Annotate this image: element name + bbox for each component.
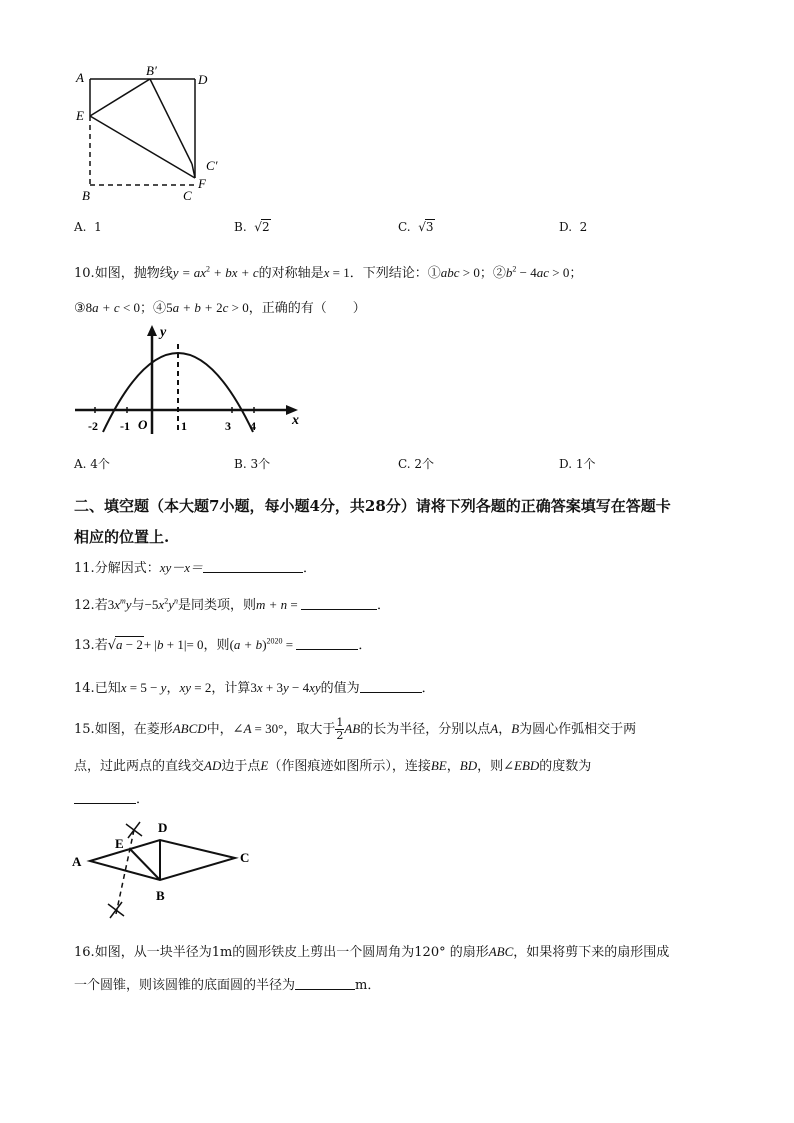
- q14-expr1: x = 5 − y: [120, 680, 167, 695]
- q10-tick-label: 4: [250, 419, 256, 433]
- q10-parabola-figure: [70, 320, 310, 440]
- q15-label-A: A: [72, 854, 82, 869]
- q15-line3: [74, 788, 149, 807]
- q16-number: 16.: [74, 945, 95, 960]
- q15-text: （作图痕迹如图所示），连接: [268, 759, 431, 774]
- q15-rhombus: ABCD: [172, 721, 207, 736]
- q10-text: ；④: [140, 301, 167, 316]
- q14-text: ，: [166, 681, 180, 696]
- q10-label-x: x: [292, 413, 299, 428]
- q11: [74, 557, 316, 576]
- q9-line-EBp: [90, 79, 150, 116]
- q15-point-b: B: [511, 721, 520, 736]
- q9-option-c-label: C.: [398, 220, 411, 234]
- q15-point-e: E: [260, 758, 269, 773]
- q10-number: 10.: [74, 266, 95, 281]
- q11-answer-blank[interactable]: [203, 560, 303, 573]
- q15-end: ．: [136, 792, 150, 807]
- q9-line-EF: [90, 116, 195, 178]
- q13-end: ．: [358, 638, 372, 653]
- q9-label-Bp: B′: [146, 63, 157, 78]
- q13-sqrt-expr: a − 2: [116, 637, 143, 652]
- q15-fraction: $\frac{1}{2}$: [336, 716, 344, 742]
- q16-line1: [74, 941, 669, 960]
- q10-tick-label: -1: [120, 419, 130, 433]
- q13-number: 13.: [74, 638, 95, 653]
- q9-option-a-label: A.: [74, 220, 87, 234]
- q9-option-c-value: 3: [425, 220, 434, 234]
- q16-sector: ABC: [488, 944, 514, 959]
- q15-number: 15.: [74, 722, 95, 737]
- q12-end: ．: [377, 598, 391, 613]
- q12: [74, 594, 390, 613]
- q12-text: 若: [94, 598, 108, 613]
- q11-end: ．: [303, 561, 317, 576]
- q16-text: 如图，从一块半径为1m的圆形铁皮上剪出一个圆周角为120° 的扇形: [94, 945, 489, 960]
- q10-cond1: abc > 0: [440, 265, 480, 280]
- q12-number: 12.: [74, 598, 95, 613]
- q15-text: ，: [498, 722, 512, 737]
- q9-line-BpCp: [150, 79, 192, 164]
- sqrt-sign: √: [107, 638, 116, 653]
- q10-text: 如图，抛物线: [94, 266, 173, 281]
- q9-label-C: C: [183, 188, 192, 203]
- q15-text: 中，: [206, 722, 233, 737]
- q13-power-expr: $(a + b)^{2020}$ =: [229, 636, 294, 652]
- q15-text: 如图，在菱形: [94, 722, 173, 737]
- section2-heading-line2: 相应的位置上.: [74, 528, 170, 546]
- q15-rhombus-figure: [70, 818, 270, 930]
- q15-angle-ebd: ∠EBD: [503, 758, 540, 773]
- q9-label-E: E: [76, 108, 84, 123]
- q15-line2: [74, 755, 591, 774]
- q15-segment-ab: AB: [344, 721, 361, 736]
- q14-answer-blank[interactable]: [360, 680, 422, 693]
- q15-text: ，取大于: [283, 722, 336, 737]
- q14-text: 已知: [94, 681, 121, 696]
- q9-option-a[interactable]: [74, 220, 102, 234]
- q10-option-c[interactable]: C. 2个: [398, 457, 435, 471]
- q15-answer-blank[interactable]: [74, 791, 136, 804]
- q9-label-B: B: [82, 188, 90, 203]
- q10-cond2: $b^2 - 4ac > 0$: [505, 264, 570, 280]
- q10-text: ③: [74, 301, 86, 316]
- q10-label-origin: O: [138, 417, 148, 432]
- q10-cond4: 5a + b + 2c > 0: [166, 300, 249, 315]
- q9-option-d-value: 2: [579, 220, 588, 234]
- q15-text: 为圆心作弧相交于两: [519, 722, 637, 737]
- q9-figure: [70, 60, 230, 210]
- q10-text: ；②: [479, 266, 506, 281]
- q9-label-D: D: [198, 72, 208, 87]
- q9-label-F: F: [198, 176, 206, 191]
- q9-option-a-value: 1: [94, 220, 102, 234]
- q11-expression: xy－x＝: [159, 560, 204, 575]
- q14-expr3: 3x + 3y − 4xy: [250, 680, 321, 695]
- q9-option-b-label: B.: [234, 220, 247, 234]
- q14: [74, 677, 435, 696]
- q10-text: 的对称轴是: [258, 266, 324, 281]
- q10-line2: [74, 297, 366, 316]
- q10-line1: [74, 262, 582, 281]
- q12-text: 与: [131, 598, 145, 613]
- sqrt-sign: √: [418, 220, 426, 234]
- q13-text: ，则: [203, 638, 230, 653]
- q12-text: 是同类项，则: [177, 598, 256, 613]
- q10-text: ．下列结论：①: [349, 266, 441, 281]
- q15-text: 的长为半径，分别以点: [360, 722, 491, 737]
- sqrt-sign: √: [254, 220, 262, 234]
- q9-label-A: A: [76, 70, 84, 85]
- q10-tick-label: 3: [225, 419, 231, 433]
- q15-text: 边于点: [221, 759, 261, 774]
- q16-line2: [74, 974, 380, 993]
- q15-text: 点，过此两点的直线交: [74, 759, 205, 774]
- q9-option-b[interactable]: [234, 219, 271, 234]
- q10-option-b[interactable]: B. 3个: [234, 457, 271, 471]
- q14-text: 的值为: [320, 681, 360, 696]
- q16-text: ，如果将剪下来的扇形围成: [513, 945, 670, 960]
- q16-text: 一个圆锥，则该圆锥的底面圆的半径为: [74, 978, 296, 993]
- q10-equation: $y = ax^2$ + bx + c: [172, 264, 259, 280]
- q15-arc-mark-bottom: [108, 902, 124, 918]
- q16-end: m．: [355, 978, 381, 993]
- q15-label-D: D: [158, 820, 168, 835]
- q15-side-ad: AD: [204, 758, 222, 773]
- q15-line1: [74, 717, 636, 742]
- q15-seg-bd: BD: [459, 758, 478, 773]
- q14-expr2: xy = 2: [179, 680, 212, 695]
- q15-text: ，则: [477, 759, 504, 774]
- q15-text: 的度数为: [539, 759, 592, 774]
- q9-option-b-value: 2: [261, 220, 270, 234]
- q9-option-d-label: D.: [559, 220, 573, 234]
- q9-label-Cp: C′: [206, 158, 218, 173]
- q15-seg-be: BE: [430, 758, 447, 773]
- q13-abs-expr: + |b + 1|= 0: [143, 637, 204, 652]
- q10-cond3: 8a + c < 0: [85, 300, 141, 315]
- q13-answer-blank[interactable]: [296, 637, 358, 650]
- q15-rhombus-shape: [90, 840, 235, 880]
- q11-text: 分解因式：: [94, 561, 160, 576]
- q15-label-E: E: [115, 836, 124, 851]
- q14-number: 14.: [74, 681, 95, 696]
- section2-heading-line1: 二、填空题（本大题7小题，每小题4分，共28分）请将下列各题的正确答案填写在答题卡: [74, 497, 671, 515]
- q10-label-y: y: [160, 325, 167, 340]
- q12-term1: $3x^my$: [107, 596, 132, 612]
- q10-tick-label: -2: [88, 419, 98, 433]
- q12-answer-blank[interactable]: [301, 597, 377, 610]
- q15-label-B: B: [156, 888, 165, 903]
- q10-option-d[interactable]: D. 1个: [559, 457, 596, 471]
- q10-text: ，正确的有（ ）: [248, 301, 366, 316]
- q13: [74, 634, 371, 653]
- q15-arc-mark-top: [126, 822, 142, 838]
- q13-text: 若: [94, 638, 108, 653]
- q16-answer-blank[interactable]: [295, 977, 355, 990]
- q10-option-a[interactable]: A. 4个: [74, 457, 110, 471]
- q12-term2: $-5x^2y^n$: [144, 596, 178, 612]
- q15-label-C: C: [240, 850, 250, 865]
- q12-expr: m + n =: [255, 597, 298, 612]
- q15-text: ，: [446, 759, 460, 774]
- q15-angle: ∠A = 30°: [232, 721, 284, 736]
- q10-tick-label: 1: [181, 419, 187, 433]
- q10-axis: x = 1: [323, 265, 350, 280]
- q11-number: 11.: [74, 561, 95, 576]
- q9-option-d[interactable]: [559, 220, 587, 234]
- q9-option-c[interactable]: [398, 219, 435, 234]
- q14-end: ．: [421, 681, 435, 696]
- q10-text: ；: [569, 266, 583, 281]
- q10-y-arrow: [147, 325, 157, 336]
- q15-point-a: A: [490, 721, 499, 736]
- q14-text: ，计算: [211, 681, 251, 696]
